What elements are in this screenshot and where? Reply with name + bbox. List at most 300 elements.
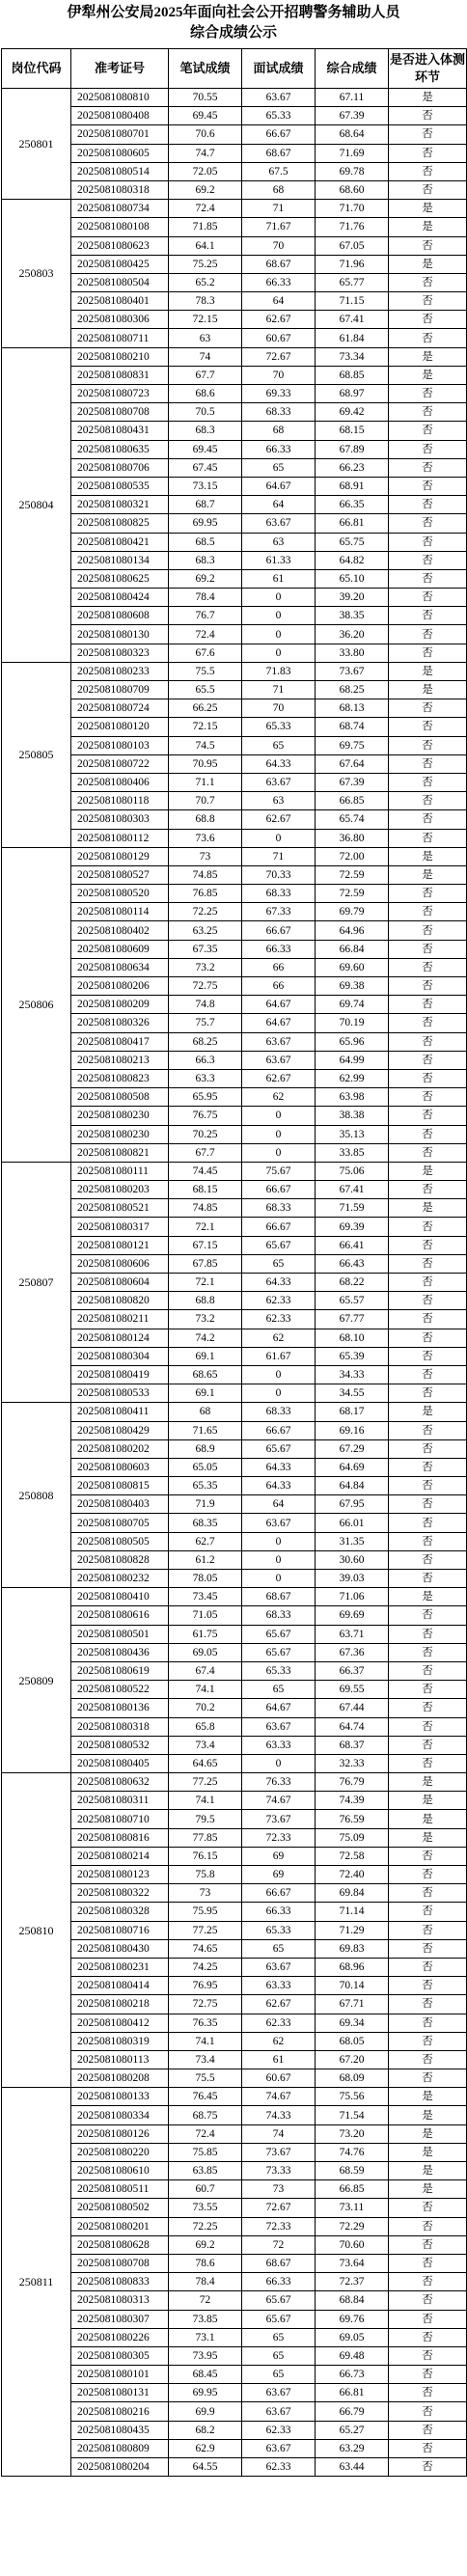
written-score-cell: 60.7 <box>169 2180 242 2199</box>
written-score-cell: 74.45 <box>169 1162 242 1180</box>
total-score-cell: 65.96 <box>316 1032 389 1051</box>
total-score-cell: 69.78 <box>316 162 389 180</box>
ticket-number-cell: 2025081080723 <box>71 385 169 403</box>
written-score-cell: 61.75 <box>169 1625 242 1643</box>
total-score-cell: 67.64 <box>316 754 389 773</box>
written-score-cell: 64.1 <box>169 236 242 255</box>
ticket-number-cell: 2025081080635 <box>71 440 169 458</box>
table-row <box>2 1810 467 1828</box>
written-score-cell: 75.85 <box>169 2143 242 2161</box>
table-row <box>2 107 467 125</box>
total-score-cell: 67.71 <box>316 1995 389 2014</box>
physical-test-cell: 否 <box>389 1939 467 1958</box>
total-score-cell: 34.33 <box>316 1365 389 1384</box>
physical-test-cell: 否 <box>389 1143 467 1162</box>
interview-score-cell: 0 <box>242 1532 316 1550</box>
physical-test-cell: 是 <box>389 2124 467 2143</box>
total-score-cell: 73.34 <box>316 347 389 366</box>
table-row <box>2 2439 467 2457</box>
ticket-number-cell: 2025081080114 <box>71 903 169 921</box>
total-score-cell: 66.81 <box>316 2384 389 2402</box>
written-score-cell: 73.95 <box>169 2346 242 2365</box>
total-score-cell: 66.85 <box>316 2180 389 2199</box>
physical-test-cell: 否 <box>389 533 467 551</box>
title-line-1: 伊犁州公安局2025年面向社会公开招聘警务辅助人员 <box>67 5 400 20</box>
ticket-number-cell: 2025081080108 <box>71 218 169 236</box>
interview-score-cell: 65.67 <box>242 1625 316 1643</box>
total-score-cell: 75.56 <box>316 2088 389 2106</box>
total-score-cell: 68.74 <box>316 718 389 736</box>
interview-score-cell: 62 <box>242 1329 316 1347</box>
ticket-number-cell: 2025081080133 <box>71 2088 169 2106</box>
physical-test-cell: 否 <box>389 2291 467 2310</box>
interview-score-cell: 72.33 <box>242 1828 316 1847</box>
ticket-number-cell: 2025081080130 <box>71 625 169 644</box>
ticket-number-cell: 2025081080833 <box>71 2273 169 2291</box>
interview-score-cell: 63.67 <box>242 1717 316 1736</box>
ticket-number-cell: 2025081080220 <box>71 2143 169 2161</box>
table-row <box>2 977 467 996</box>
ticket-number-cell: 2025081080430 <box>71 1939 169 1958</box>
total-score-cell: 32.33 <box>316 1754 389 1772</box>
interview-score-cell: 71.83 <box>242 662 316 680</box>
interview-score-cell: 65.33 <box>242 1661 316 1680</box>
table-row <box>2 2254 467 2272</box>
header-row <box>2 49 467 89</box>
physical-test-cell: 否 <box>389 551 467 569</box>
table-row <box>2 569 467 588</box>
table-row <box>2 1218 467 1236</box>
ticket-number-cell: 2025081080628 <box>71 2235 169 2254</box>
ticket-number-cell: 2025081080233 <box>71 662 169 680</box>
table-row <box>2 829 467 847</box>
physical-test-cell: 否 <box>389 1884 467 1903</box>
physical-test-cell: 否 <box>389 2050 467 2069</box>
written-score-cell: 70.95 <box>169 754 242 773</box>
physical-test-cell: 否 <box>389 1699 467 1717</box>
written-score-cell: 68.9 <box>169 1439 242 1458</box>
table-row <box>2 1274 467 1292</box>
ticket-number-cell: 2025081080317 <box>71 1218 169 1236</box>
ticket-number-cell: 2025081080505 <box>71 1532 169 1550</box>
ticket-number-cell: 2025081080401 <box>71 292 169 311</box>
interview-score-cell: 70 <box>242 366 316 384</box>
written-score-cell: 73.55 <box>169 2199 242 2217</box>
ticket-number-cell: 2025081080405 <box>71 1754 169 1772</box>
physical-test-cell: 是 <box>389 2162 467 2180</box>
table-row <box>2 218 467 236</box>
total-score-cell: 72.59 <box>316 865 389 884</box>
physical-test-cell: 否 <box>389 236 467 255</box>
written-score-cell: 79.5 <box>169 1810 242 1828</box>
interview-score-cell: 0 <box>242 1143 316 1162</box>
ticket-number-cell: 2025081080724 <box>71 699 169 718</box>
written-score-cell: 72.1 <box>169 1218 242 1236</box>
header-total-score: 综合成绩 <box>316 49 389 89</box>
written-score-cell: 75.5 <box>169 662 242 680</box>
physical-test-cell: 否 <box>389 1107 467 1125</box>
interview-score-cell: 65 <box>242 1254 316 1273</box>
written-score-cell: 72 <box>169 2291 242 2310</box>
physical-test-cell: 否 <box>389 1032 467 1051</box>
table-row <box>2 1532 467 1550</box>
total-score-cell: 71.54 <box>316 2106 389 2124</box>
written-score-cell: 70.55 <box>169 89 242 107</box>
physical-test-cell: 否 <box>389 1625 467 1643</box>
physical-test-cell: 否 <box>389 1532 467 1550</box>
interview-score-cell: 65 <box>242 1939 316 1958</box>
total-score-cell: 66.01 <box>316 1514 389 1532</box>
ticket-number-cell: 2025081080408 <box>71 107 169 125</box>
physical-test-cell: 否 <box>389 773 467 791</box>
written-score-cell: 70.7 <box>169 792 242 810</box>
table-row <box>2 458 467 477</box>
interview-score-cell: 63.67 <box>242 2402 316 2421</box>
total-score-cell: 76.79 <box>316 1773 389 1792</box>
written-score-cell: 68.35 <box>169 1514 242 1532</box>
ticket-number-cell: 2025081080121 <box>71 1236 169 1254</box>
physical-test-cell: 否 <box>389 829 467 847</box>
physical-test-cell: 否 <box>389 311 467 329</box>
written-score-cell: 74.65 <box>169 1939 242 1958</box>
interview-score-cell: 71 <box>242 200 316 218</box>
physical-test-cell: 否 <box>389 1681 467 1699</box>
ticket-number-cell: 2025081080311 <box>71 1792 169 1810</box>
table-row <box>2 736 467 754</box>
table-row <box>2 514 467 533</box>
table-row <box>2 644 467 662</box>
physical-test-cell: 否 <box>389 718 467 736</box>
written-score-cell: 69.9 <box>169 2402 242 2421</box>
written-score-cell: 72.4 <box>169 200 242 218</box>
written-score-cell: 76.7 <box>169 607 242 625</box>
interview-score-cell: 61.67 <box>242 1347 316 1365</box>
ticket-number-cell: 2025081080101 <box>71 2366 169 2384</box>
interview-score-cell: 67.5 <box>242 162 316 180</box>
written-score-cell: 74.7 <box>169 144 242 162</box>
ticket-number-cell: 2025081080326 <box>71 1014 169 1032</box>
physical-test-cell: 否 <box>389 2421 467 2439</box>
total-score-cell: 68.25 <box>316 681 389 699</box>
interview-score-cell: 64.67 <box>242 477 316 495</box>
physical-test-cell: 否 <box>389 996 467 1014</box>
header-written-score: 笔试成绩 <box>169 49 242 89</box>
written-score-cell: 68.65 <box>169 1365 242 1384</box>
physical-test-cell: 是 <box>389 662 467 680</box>
table-row <box>2 1550 467 1569</box>
ticket-number-cell: 2025081080209 <box>71 996 169 1014</box>
interview-score-cell: 74.67 <box>242 2088 316 2106</box>
physical-test-cell: 否 <box>389 1439 467 1458</box>
interview-score-cell: 66.67 <box>242 1218 316 1236</box>
ticket-number-cell: 2025081080305 <box>71 2346 169 2365</box>
written-score-cell: 73 <box>169 1884 242 1903</box>
total-score-cell: 73.64 <box>316 2254 389 2272</box>
written-score-cell: 71.1 <box>169 773 242 791</box>
interview-score-cell: 68 <box>242 422 316 440</box>
table-row <box>2 1606 467 1625</box>
table-row <box>2 1403 467 1421</box>
physical-test-cell: 否 <box>389 958 467 976</box>
total-score-cell: 33.85 <box>316 1143 389 1162</box>
interview-score-cell: 63.33 <box>242 1736 316 1754</box>
written-score-cell: 68.45 <box>169 2366 242 2384</box>
written-score-cell: 74.25 <box>169 1958 242 1976</box>
written-score-cell: 70.2 <box>169 1699 242 1717</box>
interview-score-cell: 68.67 <box>242 1588 316 1606</box>
ticket-number-cell: 2025081080419 <box>71 1365 169 1384</box>
ticket-number-cell: 2025081080131 <box>71 2384 169 2402</box>
ticket-number-cell: 2025081080129 <box>71 847 169 865</box>
interview-score-cell: 64 <box>242 496 316 514</box>
ticket-number-cell: 2025081080319 <box>71 2032 169 2050</box>
interview-score-cell: 66.67 <box>242 1181 316 1199</box>
table-row <box>2 1754 467 1772</box>
physical-test-cell: 否 <box>389 1051 467 1069</box>
written-score-cell: 68 <box>169 1403 242 1421</box>
table-row <box>2 403 467 422</box>
table-row <box>2 625 467 644</box>
ticket-number-cell: 2025081080435 <box>71 2421 169 2439</box>
physical-test-cell: 否 <box>389 1866 467 1884</box>
ticket-number-cell: 2025081080722 <box>71 754 169 773</box>
written-score-cell: 68.5 <box>169 533 242 551</box>
physical-test-cell: 否 <box>389 496 467 514</box>
interview-score-cell: 64.33 <box>242 1274 316 1292</box>
physical-test-cell: 否 <box>389 2310 467 2328</box>
ticket-number-cell: 2025081080511 <box>71 2180 169 2199</box>
ticket-number-cell: 2025081080218 <box>71 1995 169 2014</box>
physical-test-cell: 否 <box>389 1292 467 1310</box>
total-score-cell: 75.09 <box>316 1828 389 1847</box>
ticket-number-cell: 2025081080429 <box>71 1421 169 1439</box>
table-row <box>2 2402 467 2421</box>
table-row <box>2 1699 467 1717</box>
total-score-cell: 69.05 <box>316 2328 389 2346</box>
physical-test-cell: 否 <box>389 458 467 477</box>
total-score-cell: 69.60 <box>316 958 389 976</box>
physical-test-cell: 是 <box>389 1403 467 1421</box>
written-score-cell: 66.3 <box>169 1051 242 1069</box>
table-row <box>2 366 467 384</box>
written-score-cell: 67.35 <box>169 940 242 958</box>
interview-score-cell: 65 <box>242 1681 316 1699</box>
table-row <box>2 2088 467 2106</box>
written-score-cell: 74.85 <box>169 1199 242 1218</box>
ticket-number-cell: 2025081080820 <box>71 1292 169 1310</box>
physical-test-cell: 否 <box>389 2402 467 2421</box>
physical-test-cell: 否 <box>389 1069 467 1087</box>
table-row <box>2 1014 467 1032</box>
total-score-cell: 73.20 <box>316 2124 389 2143</box>
total-score-cell: 36.20 <box>316 625 389 644</box>
table-row <box>2 385 467 403</box>
interview-score-cell: 0 <box>242 1125 316 1143</box>
total-score-cell: 64.74 <box>316 1717 389 1736</box>
interview-score-cell: 64 <box>242 1495 316 1514</box>
interview-score-cell: 60.67 <box>242 329 316 347</box>
interview-score-cell: 0 <box>242 1107 316 1125</box>
table-row <box>2 440 467 458</box>
physical-test-cell: 否 <box>389 477 467 495</box>
physical-test-cell: 是 <box>389 847 467 865</box>
ticket-number-cell: 2025081080710 <box>71 1810 169 1828</box>
total-score-cell: 71.69 <box>316 144 389 162</box>
table-row <box>2 2310 467 2328</box>
total-score-cell: 73.67 <box>316 662 389 680</box>
position-code-cell: 250806 <box>2 847 71 1162</box>
written-score-cell: 74.8 <box>169 996 242 1014</box>
written-score-cell: 62.7 <box>169 1532 242 1550</box>
written-score-cell: 68.25 <box>169 1032 242 1051</box>
interview-score-cell: 65 <box>242 2346 316 2365</box>
total-score-cell: 64.69 <box>316 1458 389 1476</box>
ticket-number-cell: 2025081080323 <box>71 644 169 662</box>
physical-test-cell: 是 <box>389 2088 467 2106</box>
written-score-cell: 78.05 <box>169 1570 242 1588</box>
ticket-number-cell: 2025081080424 <box>71 589 169 607</box>
table-row <box>2 1866 467 1884</box>
written-score-cell: 71.9 <box>169 1495 242 1514</box>
table-row <box>2 422 467 440</box>
ticket-number-cell: 2025081080232 <box>71 1570 169 1588</box>
written-score-cell: 78.4 <box>169 589 242 607</box>
interview-score-cell: 66.67 <box>242 921 316 940</box>
ticket-number-cell: 2025081080230 <box>71 1125 169 1143</box>
total-score-cell: 65.77 <box>316 273 389 291</box>
physical-test-cell: 是 <box>389 1773 467 1792</box>
table-row <box>2 1051 467 1069</box>
physical-test-cell: 否 <box>389 107 467 125</box>
ticket-number-cell: 2025081080825 <box>71 514 169 533</box>
total-score-cell: 65.75 <box>316 533 389 551</box>
table-row <box>2 144 467 162</box>
written-score-cell: 63.3 <box>169 1069 242 1087</box>
total-score-cell: 67.39 <box>316 107 389 125</box>
table-row <box>2 1107 467 1125</box>
physical-test-cell: 是 <box>389 2143 467 2161</box>
total-score-cell: 64.82 <box>316 551 389 569</box>
written-score-cell: 78.3 <box>169 292 242 311</box>
total-score-cell: 68.05 <box>316 2032 389 2050</box>
written-score-cell: 67.7 <box>169 1143 242 1162</box>
written-score-cell: 75.8 <box>169 1866 242 1884</box>
ticket-number-cell: 2025081080609 <box>71 940 169 958</box>
ticket-number-cell: 2025081080823 <box>71 1069 169 1087</box>
table-row <box>2 1421 467 1439</box>
written-score-cell: 68.6 <box>169 385 242 403</box>
table-row <box>2 1199 467 1218</box>
total-score-cell: 73.11 <box>316 2199 389 2217</box>
total-score-cell: 70.14 <box>316 1977 389 1995</box>
interview-score-cell: 0 <box>242 607 316 625</box>
physical-test-cell: 否 <box>389 1736 467 1754</box>
table-row <box>2 1736 467 1754</box>
total-score-cell: 72.00 <box>316 847 389 865</box>
total-score-cell: 38.38 <box>316 1107 389 1125</box>
interview-score-cell: 0 <box>242 625 316 644</box>
ticket-number-cell: 2025081080136 <box>71 1699 169 1717</box>
written-score-cell: 77.25 <box>169 1921 242 1939</box>
ticket-number-cell: 2025081080632 <box>71 1773 169 1792</box>
interview-score-cell: 65 <box>242 458 316 477</box>
total-score-cell: 69.38 <box>316 977 389 996</box>
interview-score-cell: 0 <box>242 1365 316 1384</box>
ticket-number-cell: 2025081080216 <box>71 2402 169 2421</box>
interview-score-cell: 0 <box>242 1754 316 1772</box>
total-score-cell: 33.80 <box>316 644 389 662</box>
interview-score-cell: 65 <box>242 2366 316 2384</box>
table-row <box>2 681 467 699</box>
interview-score-cell: 66 <box>242 977 316 996</box>
ticket-number-cell: 2025081080206 <box>71 977 169 996</box>
ticket-number-cell: 2025081080313 <box>71 2291 169 2310</box>
interview-score-cell: 71.67 <box>242 218 316 236</box>
table-row <box>2 607 467 625</box>
table-row <box>2 1477 467 1495</box>
table-row <box>2 589 467 607</box>
written-score-cell: 76.95 <box>169 1977 242 1995</box>
physical-test-cell: 否 <box>389 273 467 291</box>
total-score-cell: 65.74 <box>316 810 389 829</box>
ticket-number-cell: 2025081080406 <box>71 773 169 791</box>
physical-test-cell: 是 <box>389 1588 467 1606</box>
interview-score-cell: 74.33 <box>242 2106 316 2124</box>
table-row <box>2 162 467 180</box>
total-score-cell: 70.60 <box>316 2235 389 2254</box>
physical-test-cell: 否 <box>389 644 467 662</box>
ticket-number-cell: 2025081080616 <box>71 1606 169 1625</box>
interview-score-cell: 62.33 <box>242 2421 316 2439</box>
table-row <box>2 1292 467 1310</box>
written-score-cell: 73.4 <box>169 1736 242 1754</box>
total-score-cell: 63.44 <box>316 2458 389 2477</box>
ticket-number-cell: 2025081080201 <box>71 2217 169 2235</box>
written-score-cell: 71.65 <box>169 1421 242 1439</box>
table-row <box>2 792 467 810</box>
ticket-number-cell: 2025081080226 <box>71 2328 169 2346</box>
ticket-number-cell: 2025081080306 <box>71 311 169 329</box>
ticket-number-cell: 2025081080810 <box>71 89 169 107</box>
total-score-cell: 67.11 <box>316 89 389 107</box>
table-row <box>2 1236 467 1254</box>
interview-score-cell: 62.33 <box>242 2014 316 2032</box>
table-row <box>2 1921 467 1939</box>
table-row <box>2 718 467 736</box>
table-row <box>2 1643 467 1661</box>
total-score-cell: 68.10 <box>316 1329 389 1347</box>
table-row <box>2 1847 467 1865</box>
total-score-cell: 72.59 <box>316 885 389 903</box>
interview-score-cell: 69 <box>242 1866 316 1884</box>
table-row <box>2 2199 467 2217</box>
interview-score-cell: 66.67 <box>242 125 316 144</box>
ticket-number-cell: 2025081080815 <box>71 1477 169 1495</box>
total-score-cell: 69.16 <box>316 1421 389 1439</box>
table-row <box>2 2328 467 2346</box>
interview-score-cell: 63.67 <box>242 2384 316 2402</box>
written-score-cell: 70.5 <box>169 403 242 422</box>
written-score-cell: 69.95 <box>169 514 242 533</box>
interview-score-cell: 66.67 <box>242 1421 316 1439</box>
written-score-cell: 71.05 <box>169 1606 242 1625</box>
physical-test-cell: 是 <box>389 347 467 366</box>
ticket-number-cell: 2025081080605 <box>71 144 169 162</box>
table-row <box>2 1495 467 1514</box>
total-score-cell: 68.84 <box>316 2291 389 2310</box>
ticket-number-cell: 2025081080504 <box>71 273 169 291</box>
ticket-number-cell: 2025081080425 <box>71 255 169 273</box>
